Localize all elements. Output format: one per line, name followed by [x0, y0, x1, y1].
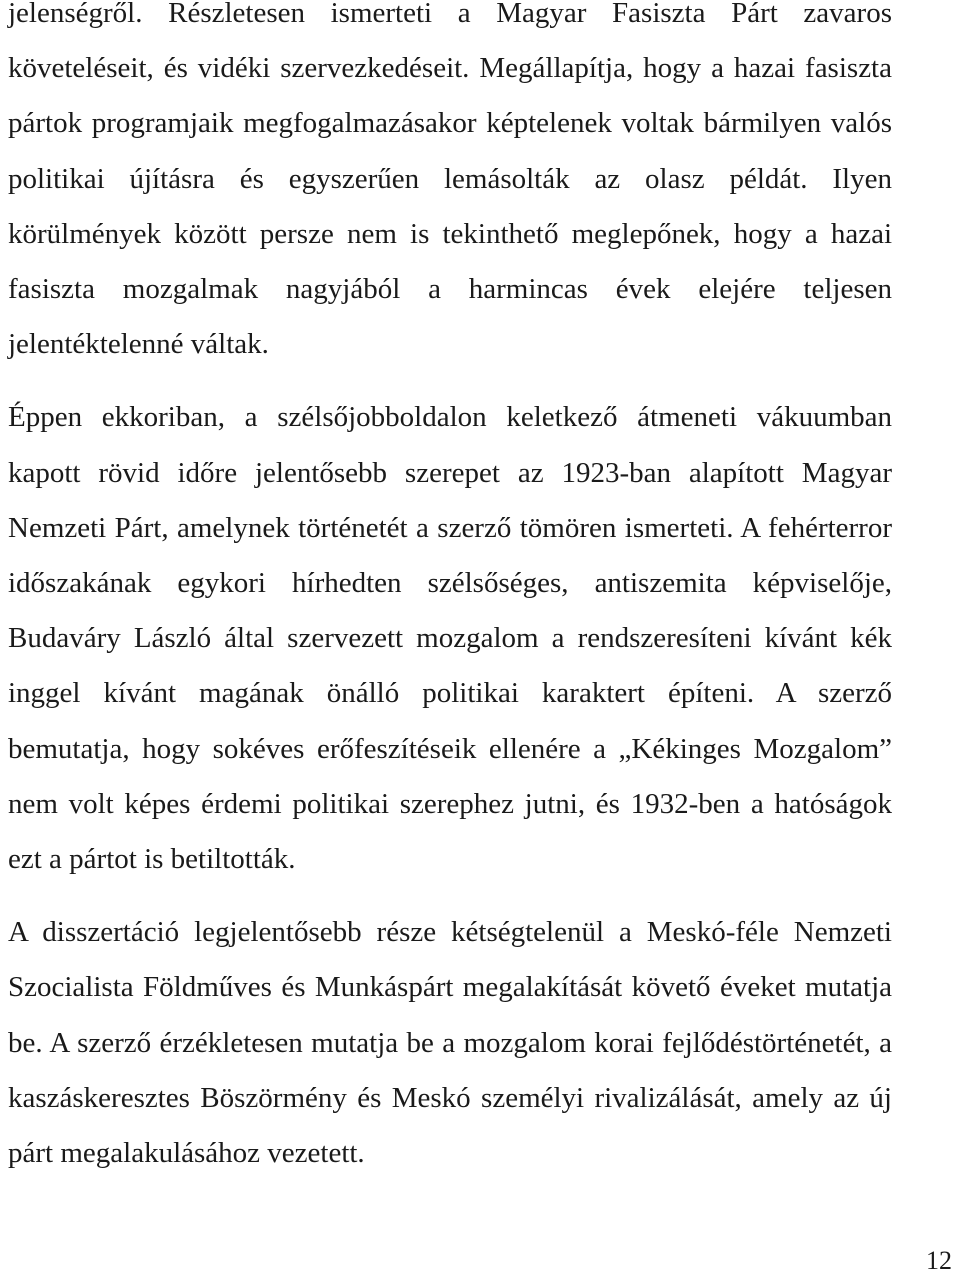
document-page — [8, 0, 892, 1181]
paragraph-fascist-parties: jelenségről. Részletesen ismerteti a Magyar Fasiszta Párt zavaros követeléseit, és vidéki szervezkedéseit. Megállapítja, hogy a hazai fasiszta pártok programjaik megfogalmazásakor képtelenek voltak bármilyen valós politikai újításra és egyszerűen lemásolták az olasz példát. Ilyen körülmények között persze nem is tekinthető meglepőnek, hogy a hazai fasiszta mozgalmak nagyjából a harmincas évek elejére teljesen jelentéktelenné váltak. — [8, 0, 892, 361]
page-number: 12 — [926, 1246, 952, 1275]
paragraph-dissertation: A disszertáció legjelentősebb része kétségtelenül a Meskó-féle Nemzeti Szocialista Földműves és Munkáspárt megalakítását követő éveket mutatja be. A szerző érzékletesen mutatja be a mozgalom korai fejlődéstörténetét, a kaszáskeresztes Böszörmény és Meskó személyi rivalizálását, amely az új párt megalakulásához vezetett. — [8, 916, 892, 1170]
paragraph-national-party: Éppen ekkoriban, a szélsőjobboldalon keletkező átmeneti vákuumban kapott rövid időre jelentősebb szerepet az 1923-ban alapított Magyar Nemzeti Párt, amelynek történetét a szerző tömören ismerteti. A fehérterror időszakának egykori hírhedten szélsőséges, antiszemita képviselője, Budaváry László által szervezett mozgalom a rendszeresíteni kívánt kék inggel kívánt magának önálló politikai karaktert építeni. A szerző bemutatja, hogy sokéves erőfeszítéseik ellenére a „Kékinges Mozgalom” nem volt képes érdemi politikai szerephez jutni, és 1932-ben a hatóságok ezt a pártot is betiltották. — [8, 401, 892, 876]
